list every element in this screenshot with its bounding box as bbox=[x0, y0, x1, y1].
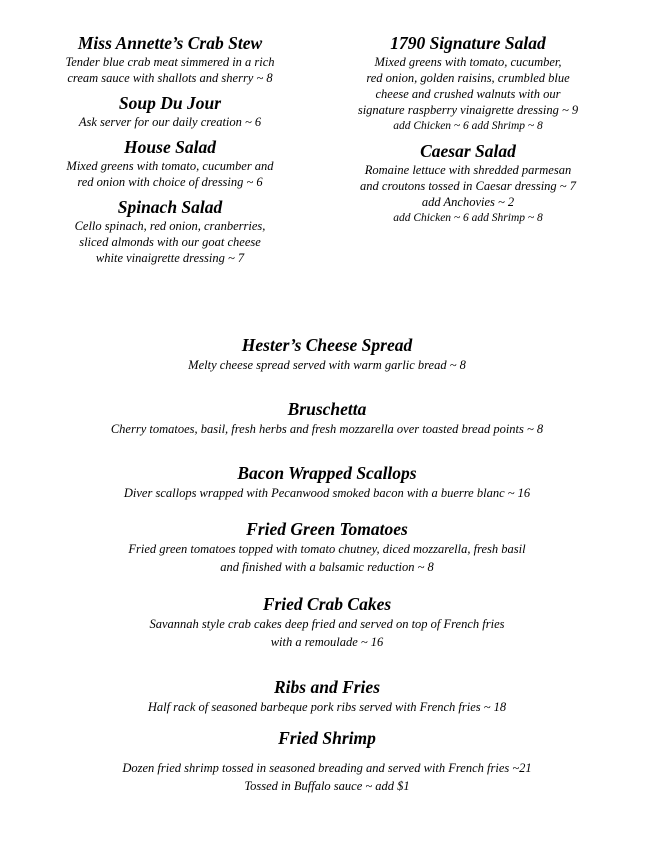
item-title: Fried Green Tomatoes bbox=[246, 519, 408, 539]
menu-item-signature-salad bbox=[334, 32, 602, 134]
item-title: Caesar Salad bbox=[420, 141, 516, 161]
menu-item-crab-stew bbox=[36, 32, 304, 86]
item-description: cheese and crushed walnuts with our bbox=[375, 87, 561, 101]
item-title: Ribs and Fries bbox=[274, 677, 380, 697]
item-title: Spinach Salad bbox=[117, 197, 223, 217]
item-description: red onion with choice of dressing ~ 6 bbox=[77, 175, 263, 189]
menu-item-house-salad bbox=[36, 136, 304, 190]
item-description: white vinaigrette dressing ~ 7 bbox=[95, 251, 245, 265]
item-title: Bruschetta bbox=[287, 399, 367, 419]
menu-item-fried-crab-cakes bbox=[0, 593, 654, 651]
item-description: and croutons tossed in Caesar dressing ~ 7 bbox=[360, 179, 576, 193]
right-column bbox=[334, 32, 602, 232]
menu-item-fried-shrimp bbox=[0, 727, 654, 795]
item-description: with a remoulade ~ 16 bbox=[270, 635, 384, 649]
left-column bbox=[36, 32, 304, 272]
item-title: House Salad bbox=[124, 137, 216, 157]
item-description: cream sauce with shallots and sherry ~ 8 bbox=[67, 71, 273, 85]
menu-item-caesar-salad bbox=[334, 140, 602, 226]
item-title: Hester’s Cheese Spread bbox=[241, 335, 413, 355]
item-description: Mixed greens with tomato, cucumber, bbox=[374, 55, 562, 69]
item-title: Soup Du Jour bbox=[118, 93, 222, 113]
item-description: red onion, golden raisins, crumbled blue bbox=[366, 71, 570, 85]
menu-item-fried-green-tomatoes bbox=[0, 518, 654, 576]
item-description: Diver scallops wrapped with Pecanwood smoked bacon with a buerre blanc ~ 16 bbox=[123, 486, 531, 500]
item-addon: add Chicken ~ 6 add Shrimp ~ 8 bbox=[393, 212, 543, 224]
menu-item-bacon-scallops bbox=[0, 462, 654, 502]
item-description: Tender blue crab meat simmered in a rich bbox=[65, 55, 275, 69]
item-title: Miss Annette’s Crab Stew bbox=[77, 33, 263, 53]
item-description: Mixed greens with tomato, cucumber and bbox=[66, 159, 274, 173]
item-description: Tossed in Buffalo sauce ~ add $1 bbox=[244, 779, 410, 793]
item-description: Cherry tomatoes, basil, fresh herbs and fresh mozzarella over toasted bread points ~ 8 bbox=[110, 422, 544, 436]
item-description: and finished with a balsamic reduction ~ 8 bbox=[220, 560, 434, 574]
item-title: 1790 Signature Salad bbox=[390, 33, 546, 53]
item-description: Fried green tomatoes topped with tomato chutney, diced mozzarella, fresh basil bbox=[128, 542, 526, 556]
menu-item-spinach-salad bbox=[36, 196, 304, 266]
item-addon: add Chicken ~ 6 add Shrimp ~ 8 bbox=[393, 120, 543, 132]
item-title: Fried Shrimp bbox=[278, 728, 376, 748]
item-description: Dozen fried shrimp tossed in seasoned breading and served with French fries ~21 bbox=[122, 761, 532, 775]
item-description: add Anchovies ~ 2 bbox=[421, 195, 515, 209]
item-description: Melty cheese spread served with warm garlic bread ~ 8 bbox=[188, 358, 466, 372]
item-description: sliced almonds with our goat cheese bbox=[79, 235, 261, 249]
menu-item-ribs-and-fries bbox=[0, 676, 654, 716]
item-description: Savannah style crab cakes deep fried and served on top of French fries bbox=[149, 617, 505, 631]
item-description: Ask server for our daily creation ~ 6 bbox=[78, 115, 262, 129]
item-title: Fried Crab Cakes bbox=[262, 594, 392, 614]
menu-item-cheese-spread bbox=[0, 334, 654, 374]
item-title: Bacon Wrapped Scallops bbox=[237, 463, 417, 483]
item-description: Cello spinach, red onion, cranberries, bbox=[74, 219, 266, 233]
menu-item-soup-du-jour bbox=[36, 92, 304, 130]
item-description: Romaine lettuce with shredded parmesan bbox=[364, 163, 572, 177]
item-description: Half rack of seasoned barbeque pork ribs served with French fries ~ 18 bbox=[147, 700, 507, 714]
menu-item-bruschetta bbox=[0, 398, 654, 438]
item-description: signature raspberry vinaigrette dressing ~ 9 bbox=[357, 103, 579, 117]
